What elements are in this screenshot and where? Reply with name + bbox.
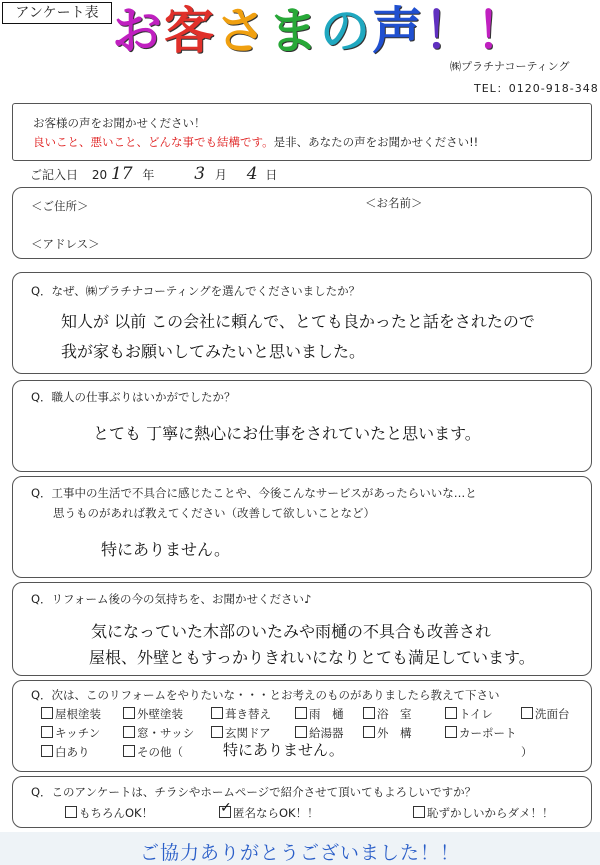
option-gaikou[interactable]: 外 構 <box>363 725 412 741</box>
checkbox[interactable] <box>41 745 53 757</box>
checkbox[interactable] <box>445 726 457 738</box>
answer-1-line1: 知人が 以前 この会社に頼んで、とても良かったと話をされたので <box>61 312 535 331</box>
title-char: の <box>320 1 372 60</box>
answer-3-line1: 特にありません。 <box>101 540 230 559</box>
option-kitchen[interactable]: キッチン <box>41 725 100 741</box>
day-value: 4 <box>246 164 258 184</box>
question-box-2 <box>12 380 592 472</box>
title-char: ！ <box>476 1 528 60</box>
intro-line2 <box>33 134 478 150</box>
intro-banner <box>12 103 592 161</box>
checkbox[interactable] <box>123 707 135 719</box>
intro-rest: 是非、あなたの声をお聞かせください!! <box>273 135 479 149</box>
title-char: 客 <box>164 1 216 60</box>
other-answer: 特にありません。 <box>223 741 344 759</box>
address-label: ＜ご住所＞ <box>31 199 89 213</box>
option-senmendai[interactable]: 洗面台 <box>521 706 570 722</box>
intro-highlight: 良いこと、悪いこと、どんな事でも結構です。 <box>33 135 274 149</box>
address2-label: ＜アドレス＞ <box>31 237 100 251</box>
footer-thanks: ご協力ありがとうございました！！ <box>139 842 460 864</box>
year-value: 17 <box>110 164 133 184</box>
option-shiroari[interactable]: 白あり <box>41 744 90 760</box>
survey-tag: アンケート表 <box>2 2 112 24</box>
title-char: お <box>112 1 164 60</box>
option-amadoi[interactable]: 雨 樋 <box>295 706 344 722</box>
title-char: ま <box>268 1 320 60</box>
answer-4-line1: 気になっていた木部のいたみや雨樋の不具合も改善され <box>91 622 492 641</box>
question-box-4 <box>12 582 592 676</box>
checkbox[interactable] <box>445 707 457 719</box>
title-char: さ <box>216 1 268 60</box>
question-1: Q．なぜ、㈱プラチナコーティングを選んでくださいましたか？ <box>31 284 361 298</box>
checkbox[interactable] <box>211 707 223 719</box>
month-value: 3 <box>194 164 206 184</box>
option-fukikae[interactable]: 葺き替え <box>211 706 271 722</box>
page-title <box>112 2 532 60</box>
title-char: 声 <box>372 1 424 60</box>
checkbox[interactable] <box>123 745 135 757</box>
question-box-3 <box>12 476 592 578</box>
year-label: 年 <box>142 168 155 182</box>
option-ok[interactable]: もちろんOK！ <box>65 805 153 821</box>
check-mark-icon: ✓ <box>220 800 232 816</box>
entry-date <box>30 164 277 184</box>
date-label: ご記入日 <box>30 168 79 182</box>
checkbox[interactable] <box>363 726 375 738</box>
day-label: 日 <box>265 168 278 182</box>
option-kyutouki[interactable]: 給湯器 <box>295 725 344 741</box>
answer-1-line2: 我が家もお願いしてみたいと思いました。 <box>61 342 366 361</box>
intro-line1: お客様の声をお聞かせください！ <box>33 116 206 130</box>
option-toilet[interactable]: トイレ <box>445 706 493 722</box>
question-box-5 <box>12 680 592 772</box>
checkbox-checked[interactable] <box>219 800 232 818</box>
checkbox[interactable] <box>41 726 53 738</box>
customer-info-box <box>12 187 592 259</box>
question-2: Q．職人の仕事ぶりはいかがでしたか？ <box>31 390 236 404</box>
checkbox[interactable] <box>295 707 307 719</box>
question-box-1 <box>12 272 592 374</box>
checkbox[interactable] <box>65 806 77 818</box>
question-box-6 <box>12 776 592 828</box>
name-label: ＜お名前＞ <box>365 196 423 210</box>
checkbox[interactable] <box>211 726 223 738</box>
checkbox[interactable] <box>521 707 533 719</box>
question-3-line2: 思うものがあれば教えてください（改善して欲しいことなど） <box>53 506 375 520</box>
question-6: Q．このアンケートは、チラシやホームページで紹介させて頂いてもよろしいですか？ <box>31 785 477 799</box>
title-char: ！ <box>424 1 476 60</box>
year-prefix: 20 <box>91 168 108 182</box>
checkbox[interactable] <box>123 726 135 738</box>
company-name: ㈱プラチナコーティング <box>450 60 570 73</box>
checkbox[interactable] <box>41 707 53 719</box>
option-genkan-door[interactable]: 玄関ドア <box>211 725 271 741</box>
option-anonymous-ok[interactable]: ✓ 匿名ならOK！！ <box>220 800 319 820</box>
answer-4-line2: 屋根、外壁ともすっかりきれいになりとても満足しています。 <box>89 648 535 667</box>
option-mado-sash[interactable]: 窓・サッシ <box>123 725 194 741</box>
option-sonota[interactable]: その他（ <box>123 744 183 760</box>
option-ng[interactable]: 恥ずかしいからダメ！！ <box>413 805 554 821</box>
option-yokushitsu[interactable]: 浴 室 <box>363 706 412 722</box>
checkbox[interactable] <box>413 806 425 818</box>
option-carport[interactable]: カーポート <box>445 725 517 741</box>
question-3-line1: Q．工事中の生活で不具合に感じたことや、今後こんなサービスがあったらいいな…と <box>31 486 477 500</box>
checkbox[interactable] <box>295 726 307 738</box>
option-yane-tosou[interactable]: 屋根塗装 <box>41 706 101 722</box>
question-5: Q．次は、このリフォームをやりたいな・・・とお考えのものがありましたら教えて下さい <box>31 688 500 702</box>
question-4: Q．リフォーム後の今の気持ちを、お聞かせください♪ <box>31 592 312 606</box>
answer-2-line1: とても 丁寧に熱心にお仕事をされていたと思います。 <box>93 424 481 443</box>
option-gaiheki-tosou[interactable]: 外壁塗装 <box>123 706 183 722</box>
other-close-paren: ） <box>521 745 533 759</box>
month-label: 月 <box>214 168 227 182</box>
company-tel: TEL：0120-918-348 <box>474 82 599 95</box>
checkbox[interactable] <box>363 707 375 719</box>
